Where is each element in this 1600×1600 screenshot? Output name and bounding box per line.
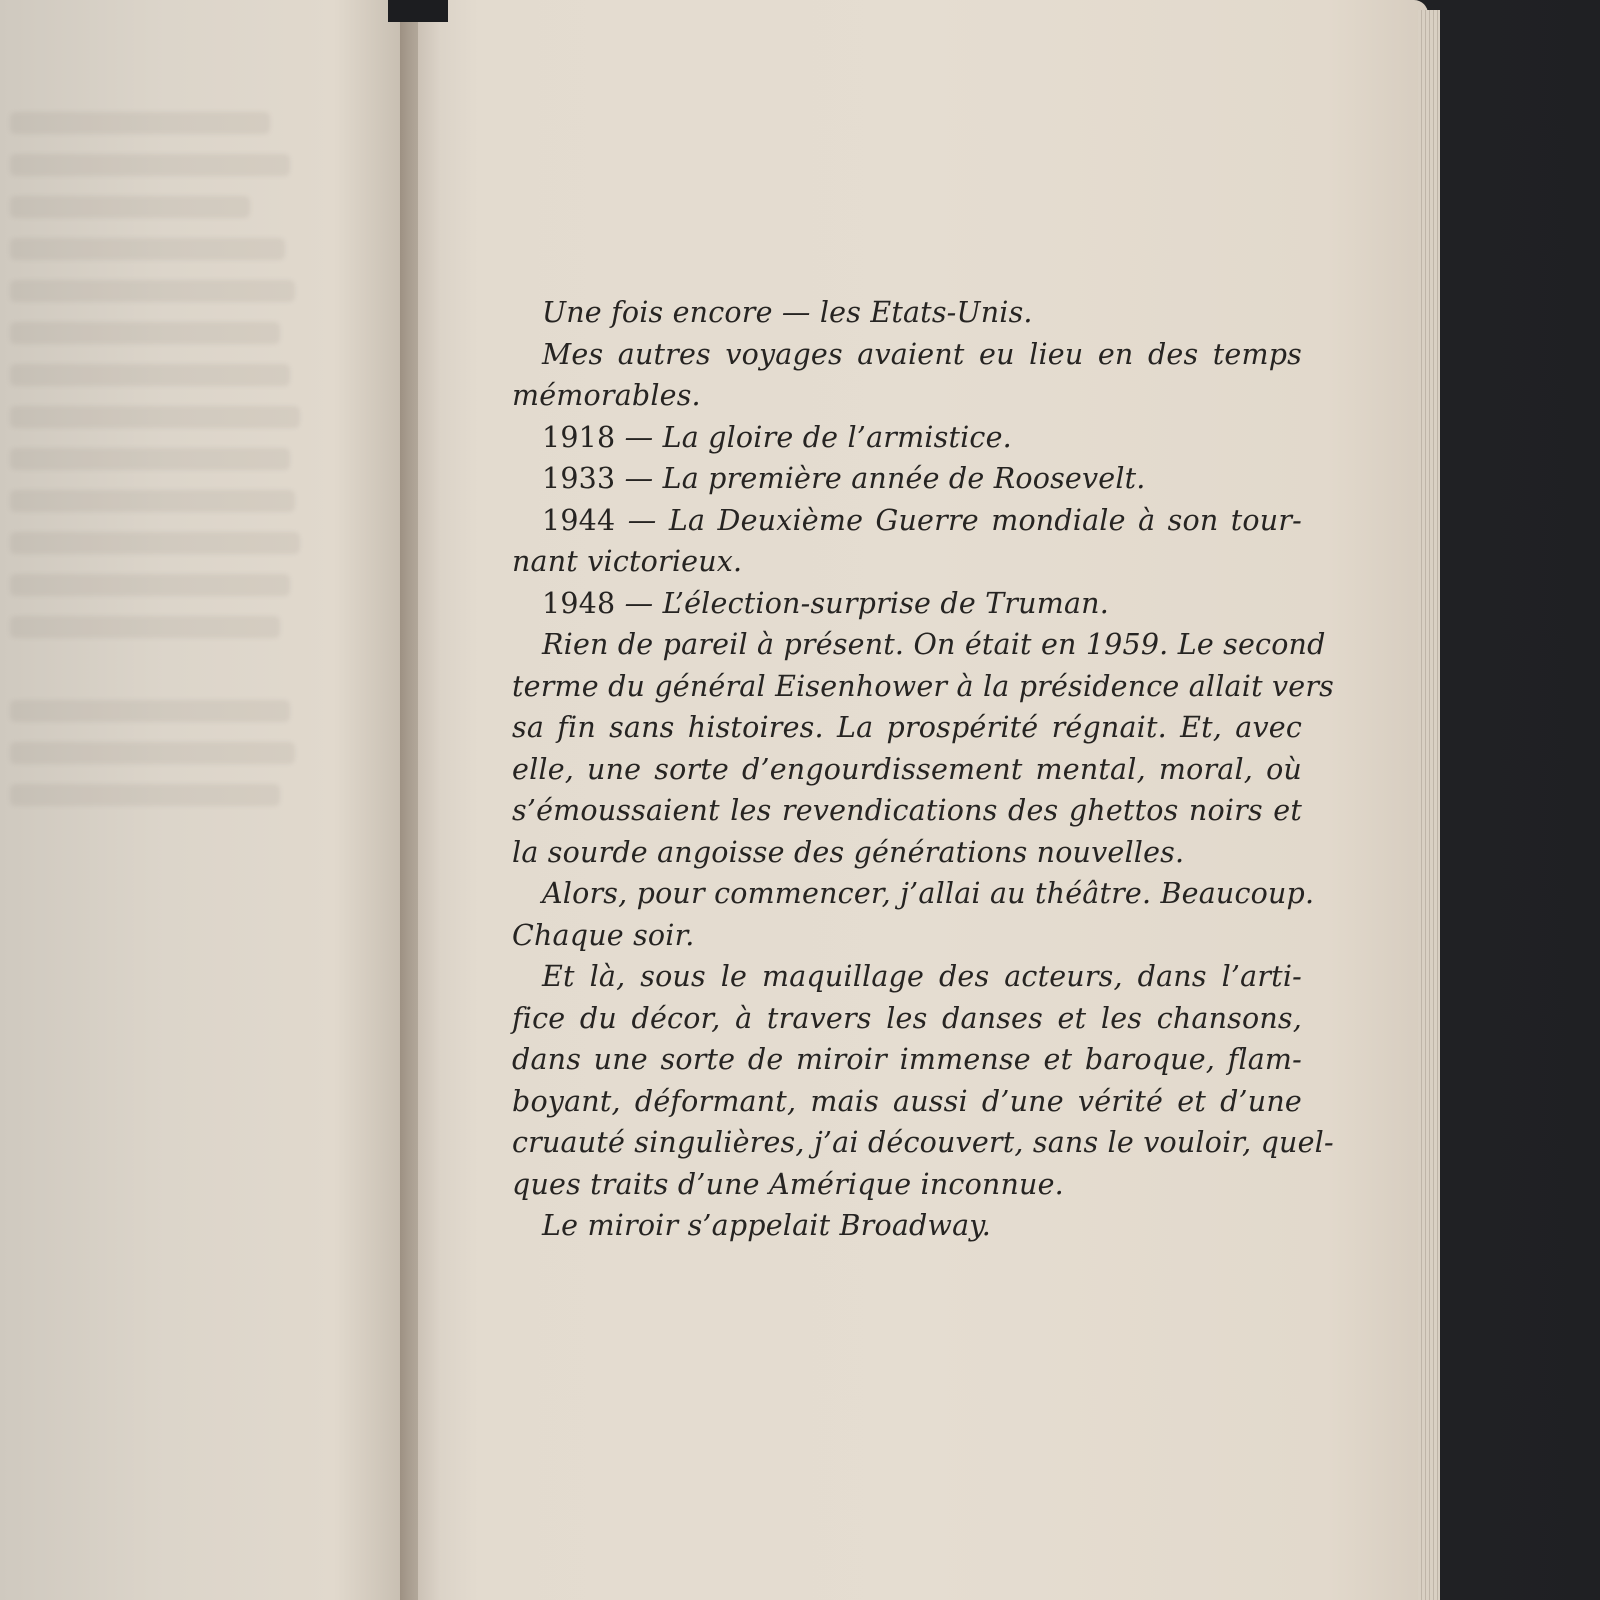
- paragraph: [512, 292, 1302, 334]
- paragraph: [512, 873, 1315, 956]
- year-label: 1948: [542, 586, 616, 620]
- line-text: nant victorieux.: [512, 545, 743, 578]
- paragraph: [512, 956, 1334, 1205]
- text-line: [512, 292, 1302, 334]
- text-line: [512, 666, 1334, 708]
- text-line: [512, 832, 1302, 874]
- text-line: [512, 417, 1302, 459]
- text-line: [512, 873, 1315, 915]
- line-text: mémorables.: [512, 379, 701, 412]
- text-line: [512, 1205, 1302, 1247]
- left-page-show-through: [0, 0, 418, 1600]
- paragraph: [512, 417, 1302, 459]
- line-text: Alors, pour commencer, j’allai au théâtre. Beaucoup.: [542, 877, 1315, 910]
- text-line: [512, 1122, 1334, 1164]
- line-text: Mes autres voyages avaient eu lieu en des temps: [542, 337, 1302, 371]
- paragraph: [512, 1205, 1302, 1247]
- text-line: [512, 541, 1302, 583]
- left-page: [0, 0, 418, 1600]
- line-text: terme du général Eisenhower à la présidence allait vers: [512, 669, 1334, 703]
- text-line: [512, 998, 1302, 1040]
- line-text: fice du décor, à travers les danses et les chansons,: [512, 1001, 1302, 1035]
- line-text: s’émoussaient les revendications des ghettos noirs et: [512, 794, 1302, 827]
- line-text: boyant, déformant, mais aussi d’une vérité et d’une: [512, 1084, 1302, 1118]
- text-line: [512, 1039, 1302, 1081]
- line-text: dans une sorte de miroir immense et baroque, flam-: [512, 1043, 1302, 1076]
- line-text: Chaque soir.: [512, 918, 695, 952]
- line-text: sa fin sans histoires. La prospérité régnait. Et, avec: [512, 711, 1302, 744]
- line-text: — La gloire de l’armistice.: [624, 420, 1012, 454]
- text-line: [512, 458, 1302, 500]
- text-line: [512, 1081, 1302, 1123]
- paragraph: [512, 583, 1302, 625]
- line-text: — L’élection-surprise de Truman.: [624, 586, 1109, 620]
- text-line: [512, 334, 1302, 376]
- text-line: [512, 583, 1302, 625]
- line-text: Le miroir s’appelait Broadway.: [542, 1209, 992, 1242]
- page-edges: [1418, 10, 1440, 1600]
- text-line: [512, 1164, 1302, 1206]
- line-text: la sourde angoisse des générations nouvelles.: [512, 835, 1185, 869]
- line-text: Une fois encore — les Etats-Unis.: [542, 296, 1033, 329]
- text-line: [512, 749, 1302, 791]
- text-line: [512, 707, 1302, 749]
- page-text: [512, 292, 1334, 1247]
- text-line: [512, 790, 1302, 832]
- text-line: [512, 375, 1302, 417]
- book-gutter: [400, 0, 440, 1600]
- text-line: [512, 500, 1302, 542]
- line-text: — La première année de Roosevelt.: [624, 462, 1146, 495]
- paragraph: [512, 500, 1302, 583]
- spine-shadow: [388, 0, 448, 22]
- line-text: Rien de pareil à présent. On était en 1959. Le second: [542, 628, 1326, 661]
- paragraph: [512, 334, 1302, 417]
- text-line: [512, 915, 1302, 957]
- text-line: [512, 624, 1326, 666]
- paragraph: [512, 624, 1334, 873]
- line-text: ques traits d’une Amérique inconnue.: [512, 1167, 1064, 1201]
- paragraph: [512, 458, 1302, 500]
- text-line: [512, 956, 1302, 998]
- year-label: 1944: [542, 503, 616, 537]
- line-text: elle, une sorte d’engourdissement mental, moral, où: [512, 752, 1302, 786]
- year-label: 1933: [542, 462, 616, 495]
- year-label: 1918: [542, 420, 616, 454]
- line-text: Et là, sous le maquillage des acteurs, dans l’arti-: [542, 960, 1302, 993]
- line-text: cruauté singulières, j’ai découvert, sans le vouloir, quel-: [512, 1126, 1334, 1159]
- line-text: — La Deuxième Guerre mondiale à son tour-: [627, 503, 1302, 537]
